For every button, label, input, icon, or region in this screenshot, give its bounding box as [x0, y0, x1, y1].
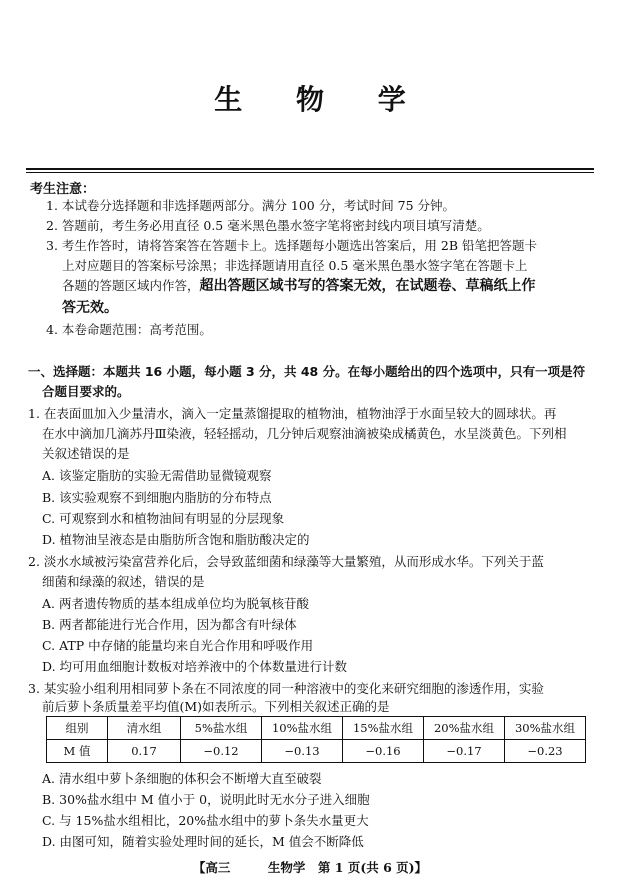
divider-thick — [26, 168, 594, 170]
table-cell: −0.23 — [505, 740, 586, 763]
notice-item-4: 4. 本卷命题范围：高考范围。 — [46, 322, 212, 337]
table-header-cell: 30%盐水组 — [505, 717, 586, 740]
table-header-cell: 5%盐水组 — [181, 717, 262, 740]
notice-heading: 考生注意： — [30, 182, 96, 197]
table-cell: −0.16 — [343, 740, 424, 763]
notice-item-2: 2. 答题前，考生务必用直径 0.5 毫米黑色墨水签字笔将密封线内项目填写清楚。 — [46, 218, 490, 233]
q3-option-b: B. 30%盐水组中 M 值小于 0，说明此时无水分子进入细胞 — [42, 792, 370, 807]
q3-stem-line-1: 3. 某实验小组利用相同萝卜条在不同浓度的同一种溶液中的变化来研究细胞的渗透作用，实验 — [28, 681, 544, 696]
q3-option-d: D. 由图可知，随着实验处理时间的延长，M 值会不断降低 — [42, 834, 364, 849]
q1-stem-line-3: 关叙述错误的是 — [42, 446, 130, 461]
notice-item-3-line-3 — [62, 277, 536, 295]
q1-stem-line-2: 在水中滴加几滴苏丹Ⅲ染液，轻轻摇动，几分钟后观察油滴被染成橘黄色，水呈淡黄色。下列相 — [42, 426, 567, 441]
table-header-cell: 15%盐水组 — [343, 717, 424, 740]
q2-stem-line-2: 细菌和绿藻的叙述，错误的是 — [42, 574, 205, 589]
table-header-cell: 10%盐水组 — [262, 717, 343, 740]
notice-item-3-line-4: 答无效。 — [62, 300, 118, 316]
q2-option-a: A. 两者遗传物质的基本组成单位均为脱氧核苷酸 — [42, 596, 309, 611]
divider-thin — [26, 172, 594, 173]
table-cell: M 值 — [47, 740, 108, 763]
q1-option-b: B. 该实验观察不到细胞内脂肪的分布特点 — [42, 490, 272, 505]
q1-option-a: A. 该鉴定脂肪的实验无需借助显微镜观察 — [42, 468, 272, 483]
table-cell: −0.13 — [262, 740, 343, 763]
table-header-cell: 20%盐水组 — [424, 717, 505, 740]
section-heading-line-2: 合题目要求的。 — [42, 384, 130, 399]
table-header-cell: 清水组 — [108, 717, 181, 740]
notice-item-3-text: 各题的答题区域内作答， — [62, 278, 200, 293]
q1-stem-line-1: 1. 在表面皿加入少量清水，滴入一定量蒸馏提取的植物油，植物油浮于水面呈较大的圆球状。再 — [28, 406, 557, 421]
page-footer: 【高三 生物学 第 1 页(共 6 页)】 — [192, 860, 428, 875]
notice-emphasis: 超出答题区域书写的答案无效，在试题卷、草稿纸上作 — [199, 278, 536, 294]
q2-option-b: B. 两者都能进行光合作用，因为都含有叶绿体 — [42, 617, 297, 632]
table-row — [47, 740, 586, 763]
mass-difference-table — [46, 716, 586, 763]
notice-item-3-line-2: 上对应题目的答案标号涂黑；非选择题请用直径 0.5 毫米黑色墨水签字笔在答题卡上 — [62, 258, 528, 273]
section-heading-line-1: 一、选择题：本题共 16 小题，每小题 3 分，共 48 分。在每小题给出的四个选项中，只有一项是符 — [28, 364, 586, 379]
q2-stem-line-1: 2. 淡水水域被污染富营养化后，会导致蓝细菌和绿藻等大量繁殖，从而形成水华。下列关于蓝 — [28, 554, 544, 569]
notice-item-3-line-1: 3. 考生作答时，请将答案答在答题卡上。选择题每小题选出答案后，用 2B 铅笔把答题卡 — [46, 238, 537, 253]
q2-option-c: C. ATP 中存储的能量均来自光合作用和呼吸作用 — [42, 638, 314, 653]
table-cell: 0.17 — [108, 740, 181, 763]
q3-option-c: C. 与 15%盐水组相比，20%盐水组中的萝卜条失水量更大 — [42, 813, 369, 828]
table-header-cell: 组别 — [47, 717, 108, 740]
q3-option-a: A. 清水组中萝卜条细胞的体积会不断增大直至破裂 — [42, 771, 322, 786]
q1-option-c: C. 可观察到水和植物油间有明显的分层现象 — [42, 511, 285, 526]
notice-item-1: 1. 本试卷分选择题和非选择题两部分。满分 100 分，考试时间 75 分钟。 — [46, 198, 456, 213]
table-cell: −0.12 — [181, 740, 262, 763]
q3-stem-line-2: 前后萝卜条质量差平均值(M)如表所示。下列相关叙述正确的是 — [42, 699, 390, 714]
q2-option-d: D. 均可用血细胞计数板对培养液中的个体数量进行计数 — [42, 659, 348, 674]
q1-option-d: D. 植物油呈液态是由脂肪所含饱和脂肪酸决定的 — [42, 532, 310, 547]
page-title: 生 物 学 — [214, 83, 428, 116]
table-cell: −0.17 — [424, 740, 505, 763]
table-header-row — [47, 717, 586, 740]
